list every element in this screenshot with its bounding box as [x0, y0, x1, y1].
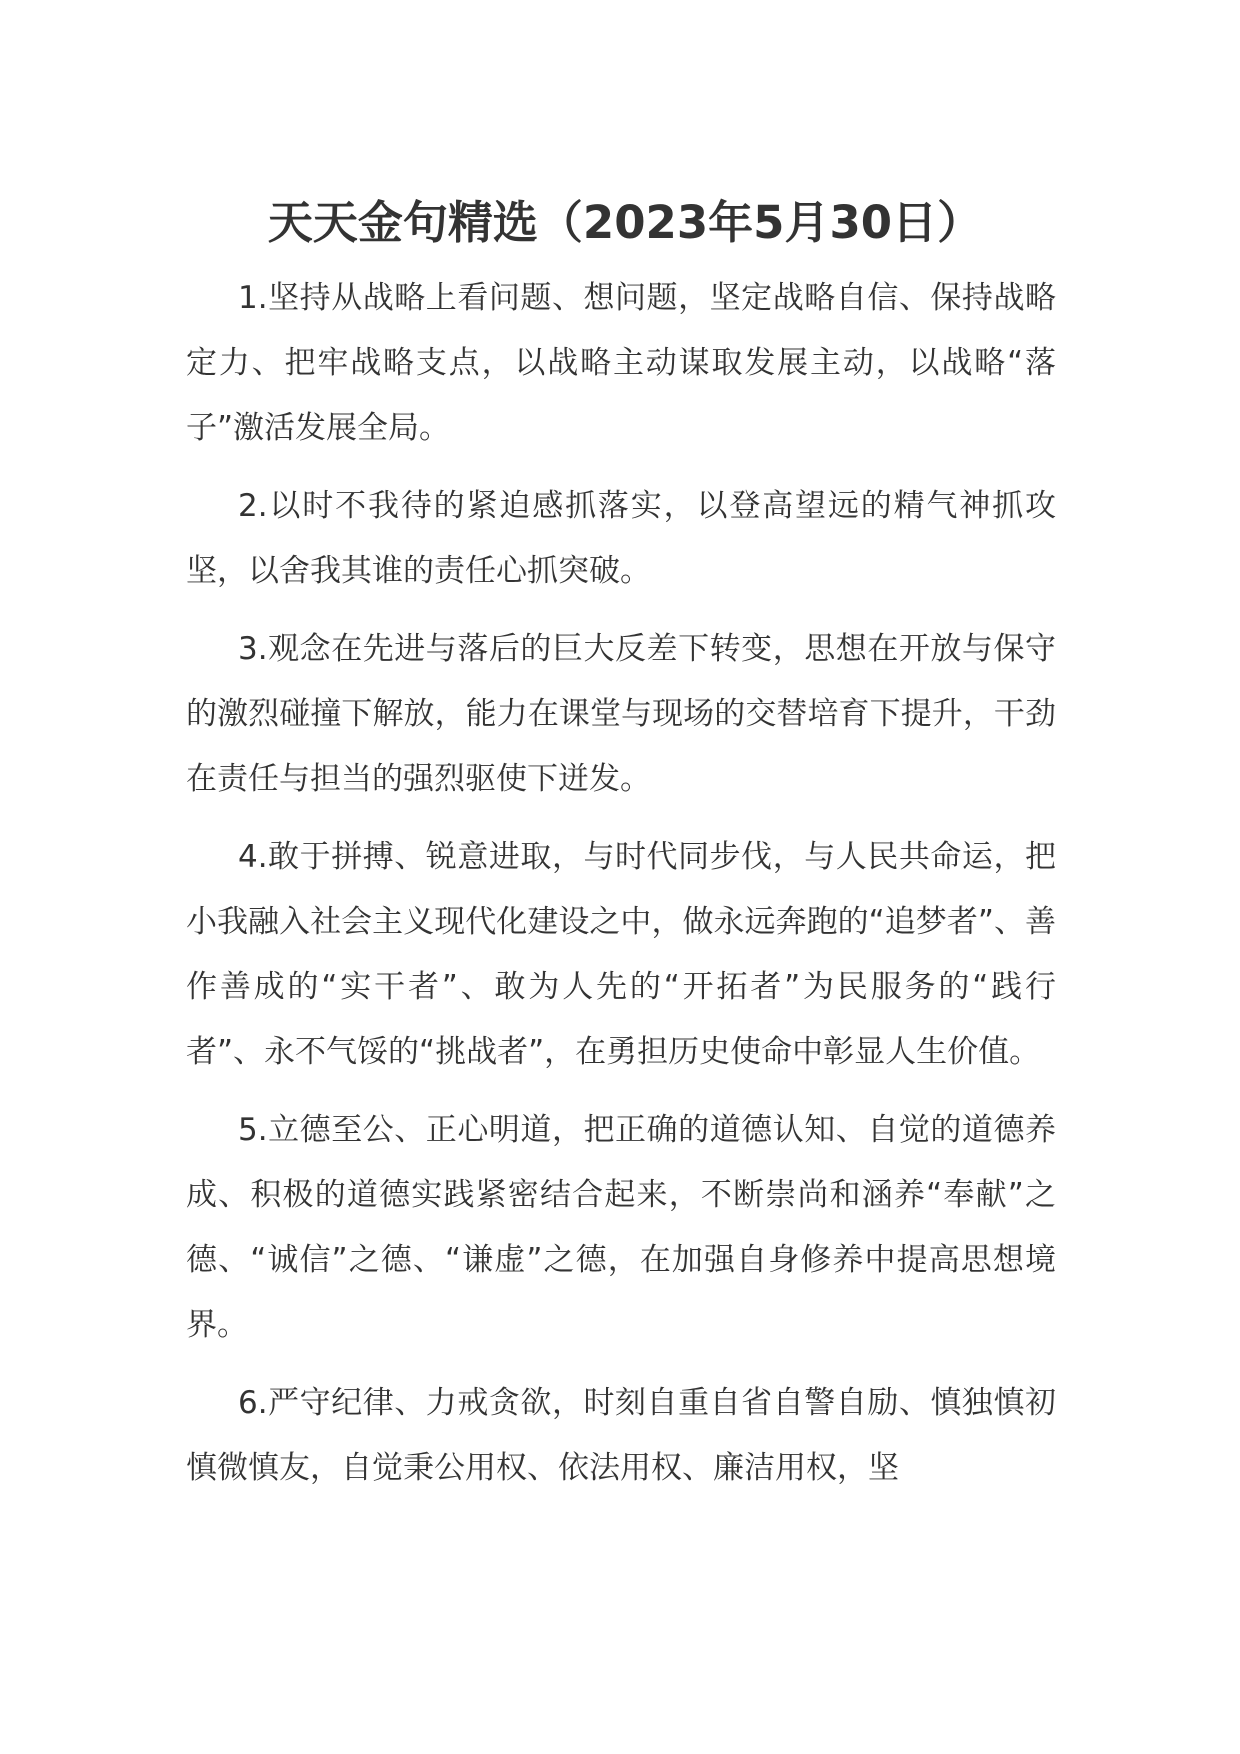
paragraph-number: 2.	[238, 488, 268, 524]
paragraph-text: 立德至公、正心明道，把正确的道德认知、自觉的道德养成、积极的道德实践紧密结合起来，不断崇尚和涵养“奉献”之德、“诚信”之德、“谦虚”之德，在加强自身修养中提高思想境界。	[186, 1112, 1056, 1343]
paragraph-number: 4.	[238, 839, 268, 875]
paragraph-3	[186, 617, 1056, 812]
paragraph-text: 坚持从战略上看问题、想问题，坚定战略自信、保持战略定力、把牢战略支点，以战略主动谋取发展主动，以战略“落子”激活发展全局。	[186, 280, 1056, 446]
paragraph-2	[186, 474, 1056, 604]
paragraph-number: 6.	[238, 1385, 268, 1421]
paragraph-5	[186, 1098, 1056, 1358]
paragraph-text: 敢于拼搏、锐意进取，与时代同步伐，与人民共命运，把小我融入社会主义现代化建设之中，做永远奔跑的“追梦者”、善作善成的“实干者”、敢为人先的“开拓者”为民服务的“践行者”、永不气馁的“挑战者”，在勇担历史使命中彰显人生价值。	[186, 839, 1056, 1070]
paragraph-6	[186, 1371, 1056, 1501]
paragraph-1	[186, 266, 1056, 461]
paragraph-number: 5.	[238, 1112, 268, 1148]
paragraph-number: 3.	[238, 631, 268, 667]
paragraph-text: 严守纪律、力戒贪欲，时刻自重自省自警自励、慎独慎初慎微慎友，自觉秉公用权、依法用权、廉洁用权，坚	[186, 1385, 1056, 1486]
paragraph-text: 以时不我待的紧迫感抓落实，以登高望远的精气神抓攻坚，以舍我其谁的责任心抓突破。	[186, 488, 1056, 589]
paragraph-text: 观念在先进与落后的巨大反差下转变，思想在开放与保守的激烈碰撞下解放，能力在课堂与现场的交替培育下提升，干劲在责任与担当的强烈驱使下迸发。	[186, 631, 1056, 797]
document-title: 天天金句精选（2023年5月30日）	[267, 196, 983, 249]
document-body	[186, 266, 1056, 1514]
paragraph-4	[186, 825, 1056, 1085]
paragraph-number: 1.	[238, 280, 268, 316]
